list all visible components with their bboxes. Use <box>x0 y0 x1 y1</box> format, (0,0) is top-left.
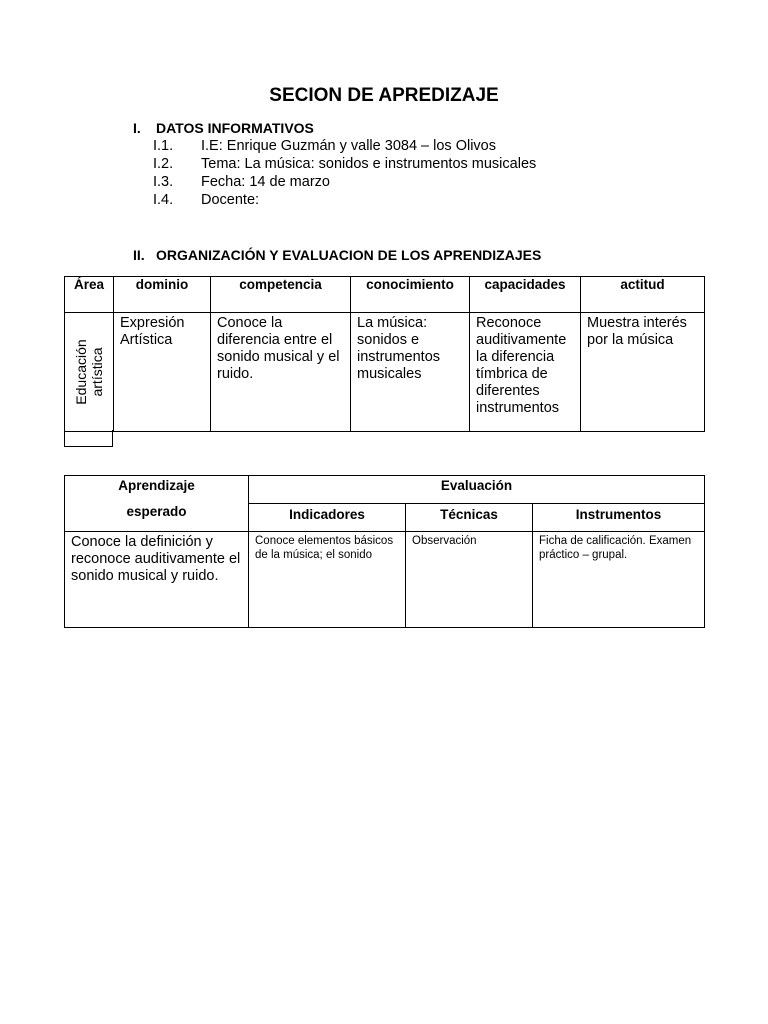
area-label: Educación artística <box>73 339 105 405</box>
page-title: SECION DE APREDIZAJE <box>269 85 499 106</box>
dominio-cell: Expresión Artística <box>114 313 211 432</box>
info-item-number: I.4. <box>153 192 174 208</box>
indicadores-cell: Conoce elementos básicos de la música; el sonido <box>249 532 406 628</box>
table-header-row <box>65 277 705 313</box>
section-2-number: II. <box>133 247 145 263</box>
header-aprendizaje-line2: esperado <box>126 504 187 519</box>
capacidades-cell: Reconoce auditivamente la diferencia tímbrica de diferentes instrumentos <box>470 313 581 432</box>
header-dominio: dominio <box>114 277 211 313</box>
actitud-cell: Muestra interés por la música <box>581 313 705 432</box>
competencia-cell: Conoce la diferencia entre el sonido musical y el ruido. <box>211 313 351 432</box>
info-item-text: Fecha: 14 de marzo <box>201 174 330 190</box>
organization-table <box>64 276 705 432</box>
tecnicas-cell: Observación <box>406 532 533 628</box>
info-item <box>0 156 768 174</box>
header-aprendizaje <box>65 476 249 532</box>
info-item <box>0 138 768 156</box>
conocimiento-cell: La música: sonidos e instrumentos musicales <box>351 313 470 432</box>
info-item <box>0 174 768 192</box>
section-2-heading: ORGANIZACIÓN Y EVALUACION DE LOS APRENDIZAJES <box>156 247 542 263</box>
header-aprendizaje-line1: Aprendizaje <box>118 478 195 493</box>
info-item-number: I.2. <box>153 156 174 172</box>
table-row <box>65 313 705 432</box>
info-item <box>0 192 768 210</box>
info-item-number: I.3. <box>153 174 174 190</box>
header-indicadores: Indicadores <box>249 504 406 532</box>
aprendizaje-cell: Conoce la definición y reconoce auditivamente el sonido musical y ruido. <box>65 532 249 628</box>
header-actitud: actitud <box>581 277 705 313</box>
header-tecnicas: Técnicas <box>406 504 533 532</box>
header-instrumentos: Instrumentos <box>533 504 705 532</box>
header-conocimiento: conocimiento <box>351 277 470 313</box>
instrumentos-cell: Ficha de calificación. Examen práctico – grupal. <box>533 532 705 628</box>
area-cell <box>65 313 114 432</box>
table-row <box>65 532 705 628</box>
area-cell-extension <box>64 430 113 447</box>
info-item-text: Docente: <box>201 192 260 208</box>
info-item-number: I.1. <box>153 138 174 154</box>
evaluation-table <box>64 475 705 628</box>
info-item-text: I.E: Enrique Guzmán y valle 3084 – los Olivos <box>201 138 496 154</box>
section-1-heading: DATOS INFORMATIVOS <box>156 120 314 136</box>
header-competencia: competencia <box>211 277 351 313</box>
header-evaluacion: Evaluación <box>249 476 705 504</box>
section-1-number: I. <box>133 120 141 136</box>
info-item-text: Tema: La música: sonidos e instrumentos musicales <box>201 156 537 172</box>
header-area: Área <box>65 277 114 313</box>
header-capacidades: capacidades <box>470 277 581 313</box>
